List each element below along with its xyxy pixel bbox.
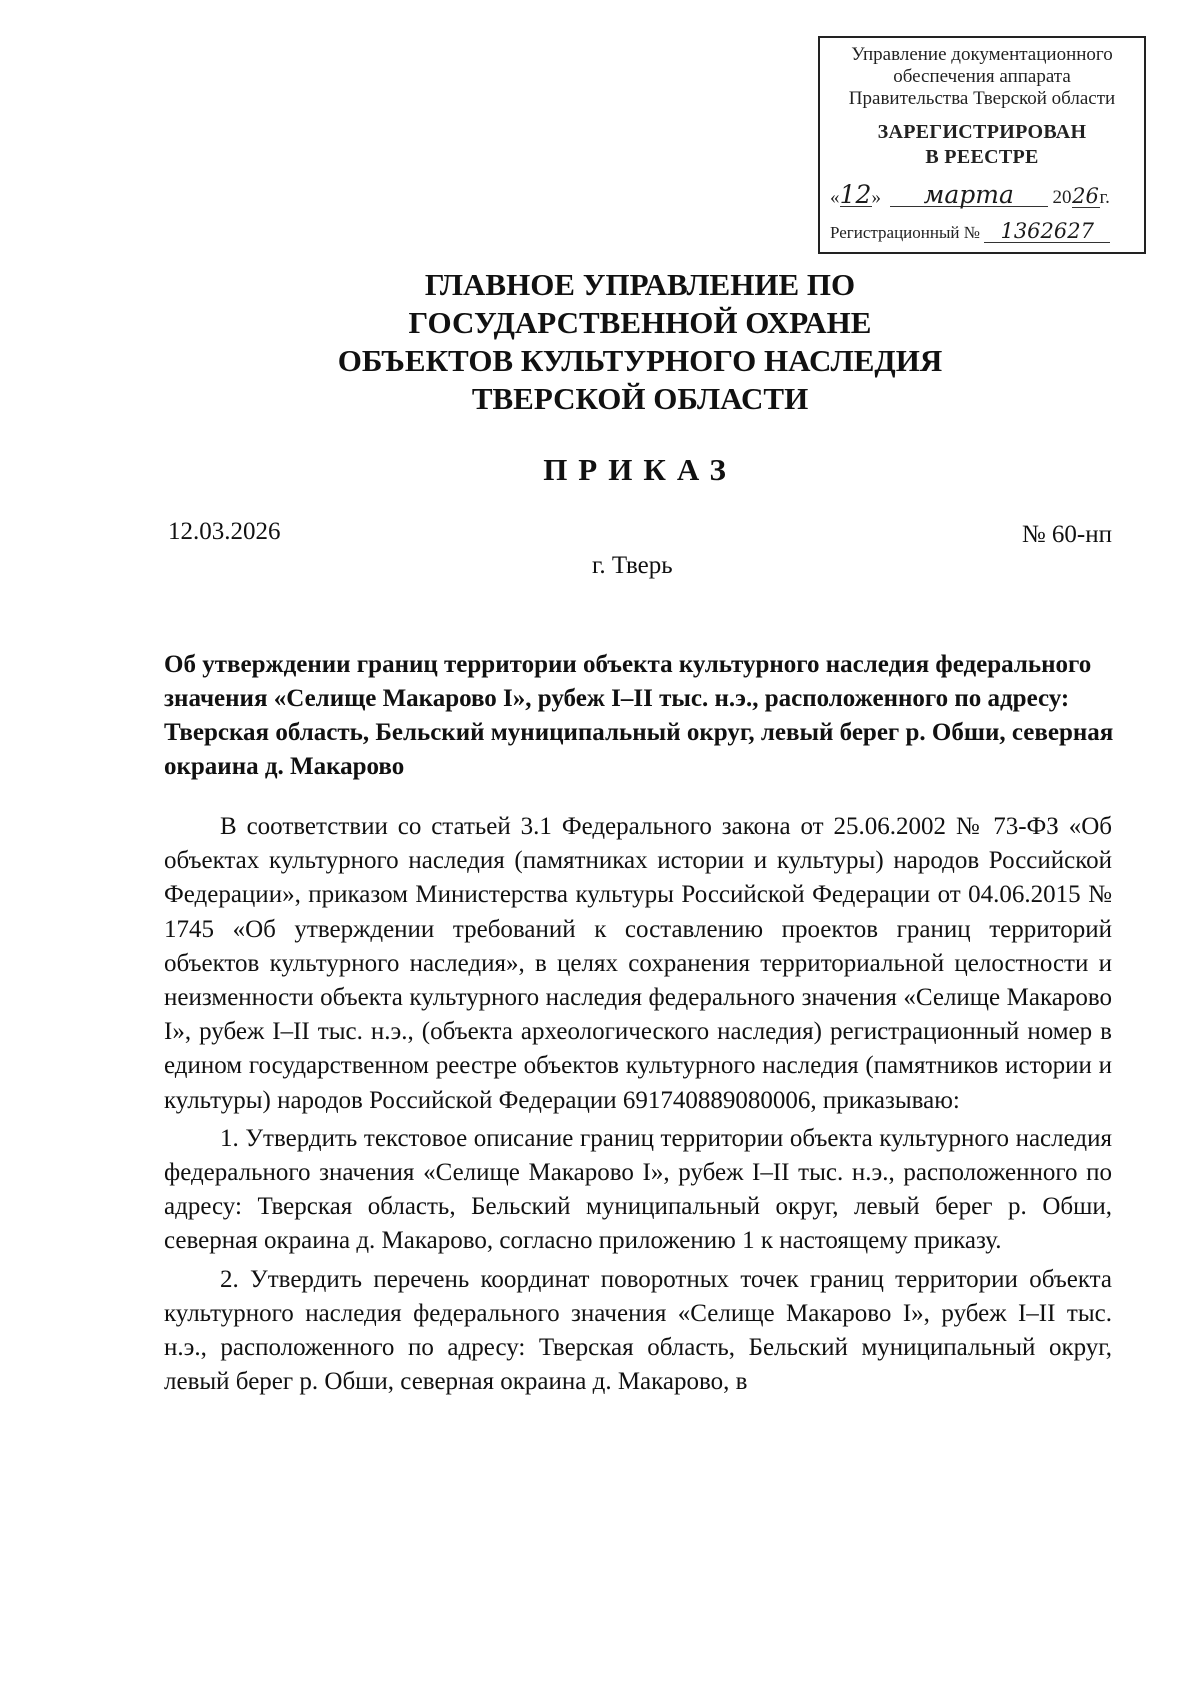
agency-title: [180, 266, 1100, 418]
stamp-organization: [820, 38, 1144, 110]
body-item: 2. Утвердить перечень координат поворотных точек границ территории объекта культурного наследия федерального значения «Селище Макарово I», рубеж I–II тыс. н.э., расположенного по адресу: Тверская область, Бельский муниципальный округ, левый берег р. Обши, северная окраина д. Макарово, в: [164, 1265, 1112, 1396]
document-type: ПРИКАЗ: [543, 452, 737, 487]
agency-title-line: ГЛАВНОЕ УПРАВЛЕНИЕ ПО: [424, 267, 856, 302]
document-number: № 60-нп: [1021, 521, 1112, 548]
stamp-handwritten-month: марта: [890, 184, 1048, 207]
document-body: [164, 810, 1112, 1399]
stamp-registration-label: Регистрационный №: [830, 223, 980, 242]
agency-title-line: ОБЪЕКТОВ КУЛЬТУРНОГО НАСЛЕДИЯ: [337, 343, 943, 378]
stamp-handwritten-day: 12: [839, 180, 872, 209]
document-date: 12.03.2026: [168, 518, 281, 545]
stamp-org-line: Управление документационного: [851, 44, 1113, 65]
document-subject: Об утверждении границ территории объекта культурного наследия федерального значения «Селище Макарово I», рубеж I–II тыс. н.э., расположенного по адресу: Тверская область, Бельский муниципальный округ, левый берег р. Обши, северная окраина д. Макарово: [164, 651, 1114, 780]
stamp-status-line: В РЕЕСТРЕ: [925, 146, 1039, 168]
stamp-registration-row: [830, 220, 1142, 248]
stamp-year-prefix: 20: [1052, 187, 1072, 208]
stamp-year-end: г.: [1099, 187, 1110, 208]
stamp-status: [820, 120, 1144, 170]
stamp-handwritten-registration-number: 1362627: [984, 220, 1110, 243]
stamp-handwritten-year: 26: [1072, 184, 1099, 208]
body-item: 1. Утвердить текстовое описание границ территории объекта культурного наследия федерального значения «Селище Макарово I», рубеж I–II тыс. н.э., расположенного по адресу: Тверская область, Бельский муниципальный округ, левый берег р. Обши, северная окраина д. Макарово, согласно приложению 1 к настоящему приказу.: [164, 1124, 1112, 1255]
stamp-status-line: ЗАРЕГИСТРИРОВАН: [877, 121, 1087, 143]
stamp-org-line: обеспечения аппарата: [893, 66, 1071, 87]
body-preamble: В соответствии со статьей 3.1 Федерального закона от 25.06.2002 № 73-ФЗ «Об объектах культурного наследия (памятниках истории и культуры) народов Российской Федерации», приказом Министерства культуры Российской Федерации от 04.06.2015 № 1745 «Об утверждении требований к составлению проектов границ территорий объектов культурного наследия», в целях сохранения территориальной целостности и неизменности объекта культурного наследия федерального значения «Селище Макарово I», рубеж I–II тыс. н.э., (объекта археологического наследия) регистрационный номер в едином государственном реестре объектов культурного наследия (памятников истории и культуры) народов Российской Федерации 691740889080006, приказываю:: [164, 813, 1112, 1114]
stamp-date-row: [830, 180, 1142, 214]
registration-stamp: [818, 36, 1146, 254]
stamp-close-quote: »: [871, 187, 881, 208]
stamp-org-line: Правительства Тверской области: [848, 88, 1116, 109]
agency-title-line: ТВЕРСКОЙ ОБЛАСТИ: [471, 381, 809, 416]
stamp-open-quote: «: [830, 187, 840, 208]
agency-title-line: ГОСУДАРСТВЕННОЙ ОХРАНЕ: [408, 305, 872, 340]
document-city: г. Тверь: [592, 552, 673, 579]
